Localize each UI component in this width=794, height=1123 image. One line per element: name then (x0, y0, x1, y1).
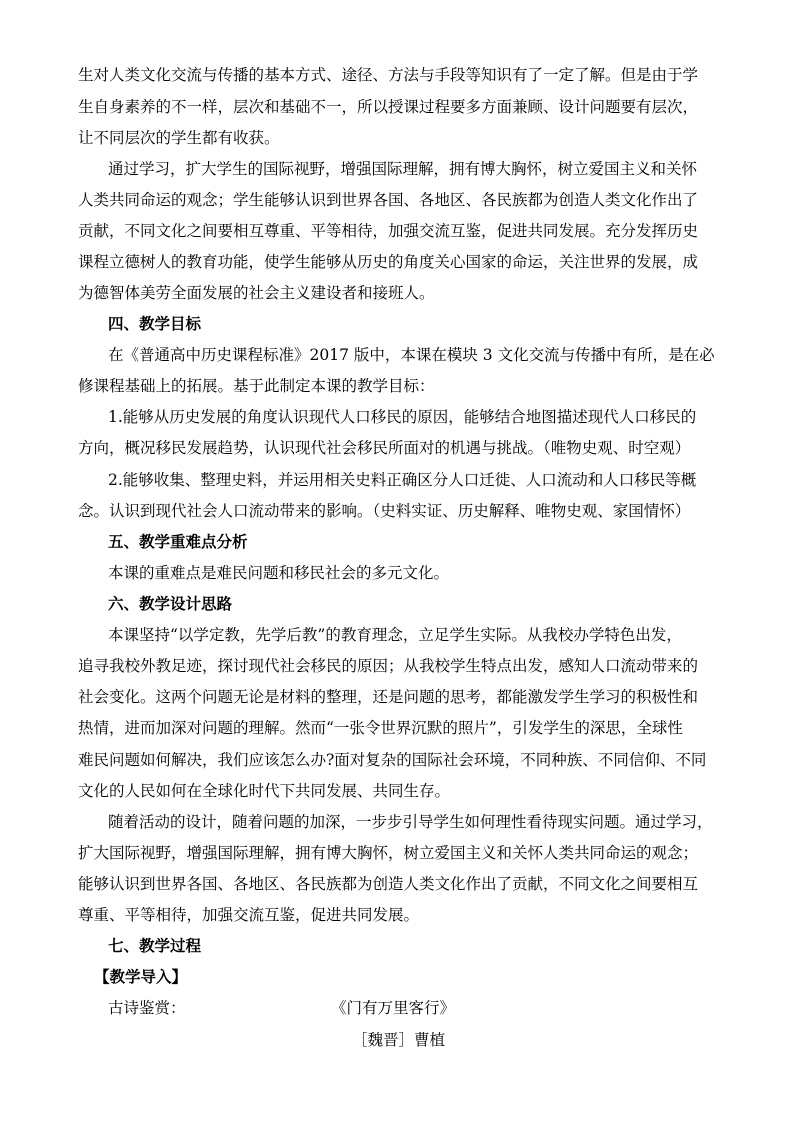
paragraph-line: 1.能够从历史发展的角度认识现代人口移民的原因，能够结合地图描述现代人口移民的 (108, 408, 697, 426)
paragraph-line: 生对人类文化交流与传播的基本方式、途径、方法与手段等知识有了一定了解。但是由于学 (78, 66, 699, 84)
paragraph-line: 让不同层次的学生都有收获。 (78, 129, 280, 147)
poem-title: 《门有万里客行》 (331, 999, 456, 1017)
paragraph-line: 随着活动的设计，随着问题的加深，一步步引导学生如何理性看待现实问题。通过学习， (108, 813, 713, 831)
paragraph-line: 文化的人民如何在全球化时代下共同发展、共同生存。 (78, 782, 451, 800)
paragraph-line: 社会变化。这两个问题无论是材料的整理，还是问题的思考，都能激发学生学习的积极性和 (78, 688, 699, 706)
poem-label: 古诗鉴赏： (108, 999, 186, 1017)
paragraph-line: 热情，进而加深对问题的理解。然而“一张令世界沉默的照片”，引发学生的深思，全球性 (78, 719, 683, 737)
section-heading: 六、教学设计思路 (108, 594, 233, 613)
paragraph-line: 通过学习，扩大学生的国际视野，增强国际理解，拥有博大胸怀，树立爱国主义和关怀 (108, 160, 698, 178)
paragraph-line: 念。认识到现代社会人口流动带来的影响。（史料实证、历史解释、唯物史观、家国情怀） (78, 502, 691, 520)
paragraph-line: 尊重、平等相待，加强交流互鉴，促进共同发展。 (78, 906, 420, 924)
section-heading: 五、教学重难点分析 (108, 532, 248, 551)
paragraph-line: 课程立德树人的教育功能，使学生能够从历史的角度关心国家的命运，关注世界的发展，成 (78, 253, 699, 271)
paragraph-line: 能够认识到世界各国、各地区、各民族都为创造人类文化作出了贡献，不同文化之间要相互 (78, 875, 699, 893)
paragraph-line: 为德智体美劳全面发展的社会主义建设者和接班人。 (78, 284, 435, 302)
section-heading: 七、教学过程 (108, 936, 202, 955)
paragraph-line: 方向，概况移民发展趋势，认识现代社会移民所面对的机遇与挑战。（唯物史观、时空观） (78, 439, 691, 457)
paragraph-line: 本课坚持“以学定教，先学后教”的教育理念，立足学生实际。从我校办学特色出发， (108, 626, 682, 644)
paragraph-line: 本课的重难点是难民问题和移民社会的多元文化。 (108, 564, 450, 582)
paragraph-line: 人类共同命运的观念；学生能够认识到世界各国、各地区、各民族都为创造人类文化作出了 (78, 191, 699, 209)
paragraph-line: 生自身素养的不一样，层次和基础不一，所以授课过程要多方面兼顾、设计问题要有层次， (78, 98, 699, 116)
paragraph-line: 修课程基础上的拓展。基于此制定本课的教学目标： (78, 377, 435, 395)
poem-author: ［魏晋］曹植 (352, 1031, 446, 1049)
paragraph-line: 在《普通高中历史课程标准》2017 版中，本课在模块 3 文化交流与传播中有所，是在必 (108, 346, 715, 364)
subsection-heading: 【教学导入】 (94, 967, 188, 986)
paragraph-line: 贡献，不同文化之间要相互尊重、平等相待，加强交流互鉴，促进共同发展。充分发挥历史 (78, 222, 699, 240)
paragraph-line: 追寻我校外教足迹，探讨现代社会移民的原因；从我校学生特点出发，感知人口流动带来的 (78, 657, 699, 675)
paragraph-line: 难民问题如何解决，我们应该怎么办?面对复杂的国际社会环境，不同种族、不同信仰、不同 (78, 751, 707, 769)
paragraph-line: 扩大国际视野，增强国际理解，拥有博大胸怀，树立爱国主义和关怀人类共同命运的观念； (78, 844, 699, 862)
paragraph-line: 2.能够收集、整理史料，并运用相关史料正确区分人口迁徙、人口流动和人口移民等概 (108, 471, 697, 489)
section-heading: 四、教学目标 (108, 314, 202, 333)
